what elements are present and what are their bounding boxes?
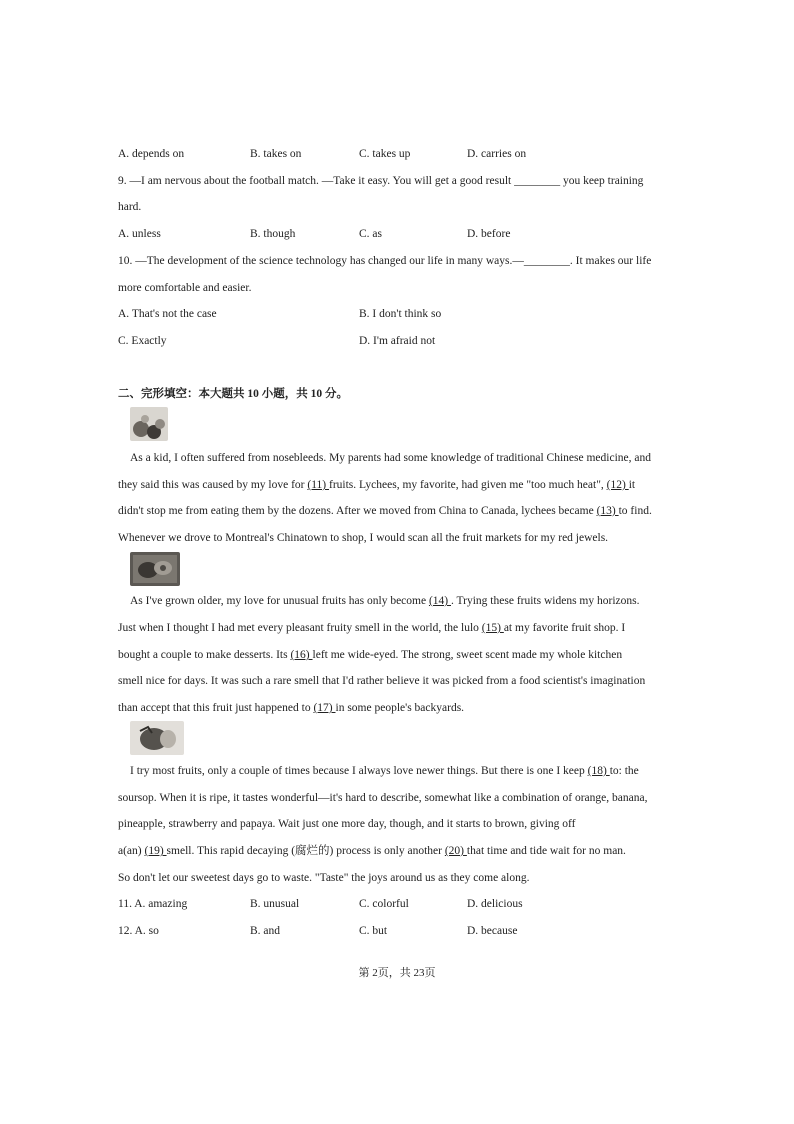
q10-option-a: A. That's not the case: [118, 308, 217, 320]
q12-option-d: D. because: [467, 925, 518, 937]
blank-14: (14): [428, 595, 451, 607]
q10-option-b: B. I don't think so: [359, 308, 442, 320]
blank-16: (16): [290, 649, 313, 661]
q11-option-b: B. unusual: [250, 898, 300, 910]
page-number-footer: 第 2页，共 23页: [358, 967, 436, 979]
p2-line-3: bought a couple to make desserts. Its (16) left me wide-eyed. The strong, sweet scent made my whole kitchen: [118, 649, 623, 661]
blank-13: (13): [596, 505, 619, 517]
q9-option-c: C. as: [359, 228, 382, 240]
p3-line-4: a(an) (19) smell. This rapid decaying (腐烂的) process is only another (20) that time and tide wait for no man.: [118, 845, 626, 857]
blank-12: (12): [606, 479, 629, 491]
p1-line-2: they said this was caused by my love for (11) fruits. Lychees, my favorite, had given me "too much heat", (12) it: [118, 479, 636, 491]
p3-line-5: So don't let our sweetest days go to waste. "Taste" the joys around us as they come along.: [118, 872, 530, 884]
p2-line-4: smell nice for days. It was such a rare smell that I'd rather believe it was picked from a food scientist's imagination: [118, 675, 646, 687]
p1-line-3: didn't stop me from eating them by the dozens. After we moved from China to Canada, lychees became (13) to find.: [118, 505, 652, 517]
p1-line-4: Whenever we drove to Montreal's Chinatown to shop, I would scan all the fruit markets for my red jewels.: [118, 532, 609, 544]
blank-15: (15): [481, 622, 504, 634]
lychee-fruit-image: [130, 407, 168, 441]
q9-option-a: A. unless: [118, 228, 161, 240]
p2-line-5: than accept that this fruit just happened to (17) in some people's backyards.: [118, 702, 465, 714]
q10-stem-line-1: 10. —The development of the science technology has changed our life in many ways.—________. It makes our life: [118, 255, 652, 267]
q9-stem-line-1: 9. —I am nervous about the football match. —Take it easy. You will get a good result ________ you keep training: [118, 175, 644, 187]
q9-option-b: B. though: [250, 228, 296, 240]
p3-line-2: soursop. When it is ripe, it tastes wonderful—it's hard to describe, somewhat like a combination of orange, banana,: [118, 792, 648, 804]
q12-option-c: C. but: [359, 925, 388, 937]
section-heading: 二、完形填空：本大题共 10 小题，共 10 分。: [118, 388, 348, 400]
q11-option-c: C. colorful: [359, 898, 409, 910]
blank-19: (19): [144, 845, 167, 857]
q11-option-d: D. delicious: [467, 898, 523, 910]
q8-option-a: A. depends on: [118, 148, 185, 160]
q9-option-d: D. before: [467, 228, 511, 240]
p3-line-3: pineapple, strawberry and papaya. Wait just one more day, though, and it starts to brown, giving off: [118, 818, 576, 830]
p1-line-1: As a kid, I often suffered from nosebleeds. My parents had some knowledge of traditional Chinese medicine, and: [130, 452, 651, 464]
blank-18: (18): [587, 765, 610, 777]
q12-option-b: B. and: [250, 925, 281, 937]
lulo-fruit-image: [130, 552, 180, 586]
p3-line-1: I try most fruits, only a couple of times because I always love newer things. But there is one I keep (18) to: the: [130, 765, 639, 777]
q9-stem-line-2: hard.: [118, 201, 142, 213]
p2-line-1: As I've grown older, my love for unusual fruits has only become (14) . Trying these fruits widens my horizons.: [130, 595, 640, 607]
q8-option-b: B. takes on: [250, 148, 302, 160]
q10-option-c: C. Exactly: [118, 335, 167, 347]
soursop-fruit-image: [130, 721, 184, 755]
q8-option-c: C. takes up: [359, 148, 411, 160]
blank-17: (17): [313, 702, 336, 714]
q10-option-d: D. I'm afraid not: [359, 335, 436, 347]
q10-stem-line-2: more comfortable and easier.: [118, 282, 252, 294]
q12-option-a: 12. A. so: [118, 925, 159, 937]
p2-line-2: Just when I thought I had met every pleasant fruity smell in the world, the lulo (15) at my favorite fruit shop. I: [118, 622, 626, 634]
blank-20: (20): [444, 845, 467, 857]
blank-11: (11): [307, 479, 329, 491]
q8-option-d: D. carries on: [467, 148, 527, 160]
q11-option-a: 11. A. amazing: [118, 898, 188, 910]
